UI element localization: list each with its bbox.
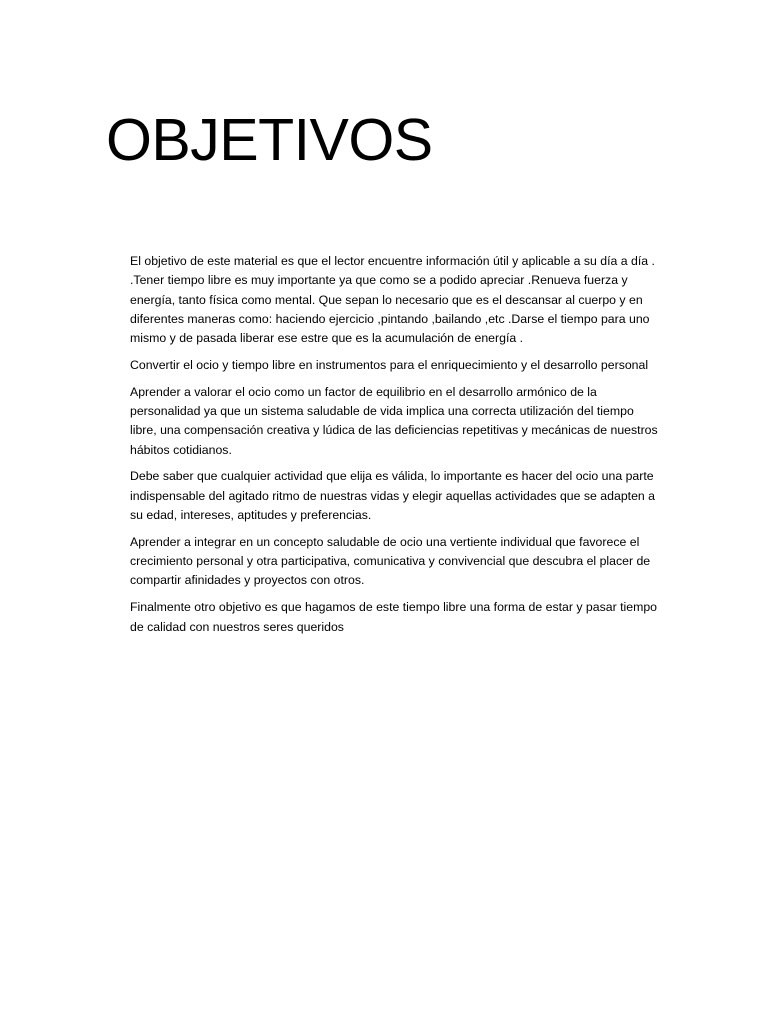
paragraph-objective-value: Aprender a valorar el ocio como un factor de equilibrio en el desarrollo armónico de la personalidad ya que un sistema saludable de vida implica una correcta utilización del tiempo libre, una compensación creativa y lúdica de las deficiencias repetitivas y mecánicas de nuestros hábitos cotidianos.: [130, 384, 658, 457]
paragraph-intro: El objetivo de este material es que el lector encuentre información útil y aplicable a su día a día . .Tener tiempo libre es muy importante ya que como se a podido apreciar .Renueva fuerza y energía, tanto física como mental. Que sepan lo necesario que es el descansar al cuerpo y en diferentes maneras como: haciendo ejercicio ,pintando ,bailando ,etc .Darse el tiempo para uno mismo y de pasada liberar ese estre que es la acumulación de energía .: [130, 254, 655, 346]
page-title: OBJETIVOS: [106, 107, 433, 173]
document-body: [130, 252, 660, 644]
paragraph-objective-final: Finalmente otro objetivo es que hagamos de este tiempo libre una forma de estar y pasar tiempo de calidad con nuestros seres queridos: [130, 600, 658, 634]
paragraph-objective-convert: Convertir el ocio y tiempo libre en instrumentos para el enriquecimiento y el desarrollo personal: [130, 357, 649, 372]
paragraph-objective-activity: Debe saber que cualquier actividad que elija es válida, lo importante es hacer del ocio una parte indispensable del agitado ritmo de nuestras vidas y elegir aquellas actividades que se adapten a su edad, intereses, aptitudes y preferencias.: [130, 469, 656, 523]
paragraph-objective-integrate: Aprender a integrar en un concepto saludable de ocio una vertiente individual que favorece el crecimiento personal y otra participativa, comunicativa y convivencial que descubra el placer de compartir afinidades y proyectos con otros.: [130, 534, 651, 588]
